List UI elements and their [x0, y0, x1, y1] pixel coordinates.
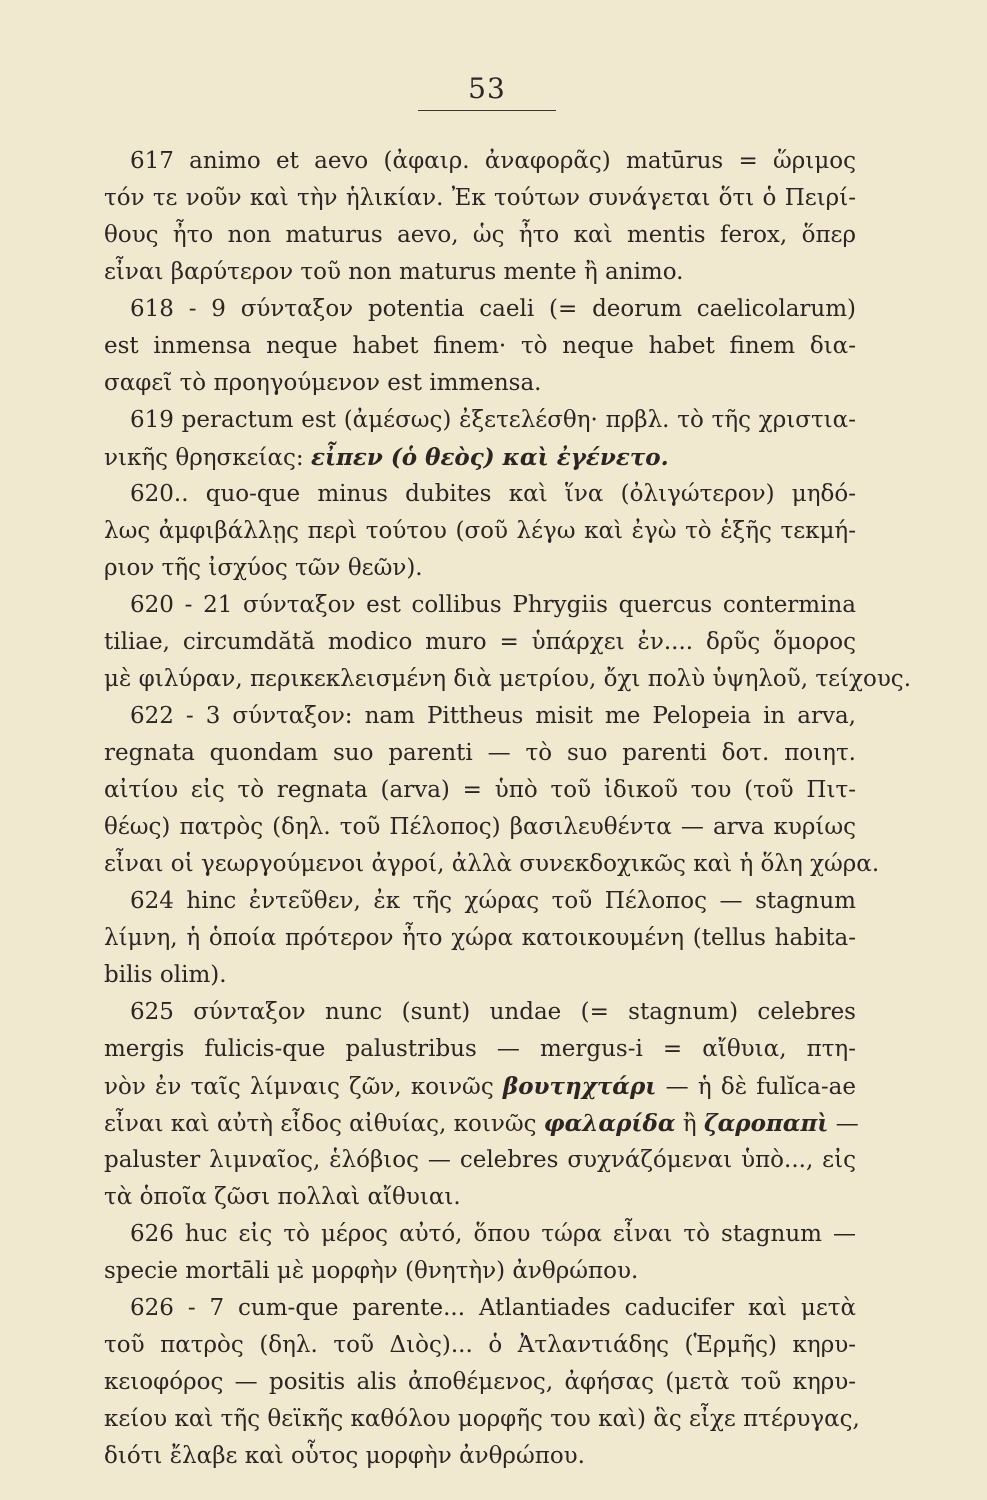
- text-line: θους ἦτο non maturus aevo, ὡς ἦτο καὶ mentis ferox, ὅπερ: [104, 222, 856, 248]
- text-line: 626 - 7 cum-que parente... Atlantiades caducifer καὶ μετὰ: [130, 1295, 856, 1321]
- text-line: specie mortāli μὲ μορφὴν (θνητὴν) ἀνθρώπου.: [104, 1258, 639, 1284]
- text-line: ριον τῆς ἰσχύος τῶν θεῶν).: [104, 555, 423, 581]
- text-line: paluster λιμναῖος, ἑλόβιος — celebres συχνάζόμεναι ὑπὸ..., εἰς: [104, 1147, 856, 1173]
- text-line: 624 hinc ἐντεῦθεν, ἐκ τῆς χώρας τοῦ Πέλοπος — stagnum: [130, 888, 856, 914]
- text-line: λως ἀμφιβάλλῃς περὶ τούτου (σοῦ λέγω καὶ ἐγὼ τὸ ἑξῆς τεκμή-: [104, 518, 856, 544]
- text-line: τόν τε νοῦν καὶ τὴν ἡλικίαν. Ἐκ τούτων συνάγεται ὅτι ὁ Πειρί-: [104, 185, 856, 211]
- text-line: νὸν ἐν ταῖς λίμναις ζῶν, κοινῶς βουτηχτάρι — ἡ δὲ fulĭca-ae: [104, 1073, 856, 1100]
- text-line: θέως) πατρὸς (δηλ. τοῦ Πέλοπος) βασιλευθέντα — arva κυρίως: [104, 814, 856, 840]
- text-line: λίμνη, ἡ ὁποία πρότερον ἦτο χώρα κατοικουμένη (tellus habita-: [104, 925, 856, 951]
- text-line: est inmensa neque habet finem· τὸ neque habet finem δια-: [104, 333, 856, 359]
- text-line: 626 huc εἰς τὸ μέρος αὐτό, ὅπου τώρα εἶναι τὸ stagnum —: [130, 1221, 856, 1247]
- text-line: 619 peractum est (ἀμέσως) ἐξετελέσθη· πρβλ. τὸ τῆς χριστια-: [130, 407, 856, 433]
- text-line: εἶναι καὶ αὐτὴ εἶδος αἰθυίας, κοινῶς φαλαρίδα ἢ ζαροπαπὶ —: [104, 1110, 859, 1137]
- page-number: 53: [468, 72, 506, 105]
- emphasized-term: φαλαρίδα: [543, 1110, 676, 1137]
- text-line: tiliae, circumdătă modico muro = ὑπάρχει ἐν.... δρῦς ὅμορος: [104, 629, 856, 655]
- text-line: regnata quondam suo parenti — τὸ suo parenti δοτ. ποιητ.: [104, 740, 856, 766]
- emphasized-term: βουτηχτάρι: [502, 1073, 657, 1100]
- text-line: τοῦ πατρὸς (δηλ. τοῦ Διὸς)... ὁ Ἀτλαντιάδης (Ἑρμῆς) κηρυ-: [104, 1332, 856, 1358]
- text-line: διότι ἔλαβε καὶ οὗτος μορφὴν ἀνθρώπου.: [104, 1443, 585, 1469]
- text-line: νικῆς θρησκείας: εἶπεν (ὁ θεὸς) καὶ ἐγένετο.: [104, 444, 669, 471]
- text-line: 622 - 3 σύνταξον: nam Pittheus misit me Pelopeia in arva,: [130, 703, 856, 729]
- text-line: μὲ φιλύραν, περικεκλεισμένη διὰ μετρίου, ὄχι πολὺ ὑψηλοῦ, τείχους.: [104, 666, 911, 692]
- text-fragment: — ἡ δὲ fulĭca-ae: [656, 1074, 856, 1100]
- text-line: 620.. quo-que minus dubites καὶ ἵνα (ὀλιγώτερον) μηδό-: [130, 481, 856, 507]
- text-line: 617 animo et aevo (ἀφαιρ. ἀναφορᾶς) matūrus = ὥριμος: [130, 148, 856, 174]
- emphasized-term: εἶπεν (ὁ θεὸς) καὶ ἐγένετο.: [310, 444, 669, 471]
- text-line: αἰτίου εἰς τὸ regnata (arva) = ὑπὸ τοῦ ἰδικοῦ του (τοῦ Πιτ-: [104, 777, 856, 803]
- commentary-text: [104, 143, 911, 1475]
- text-line: 625 σύνταξον nunc (sunt) undae (= stagnum) celebres: [130, 999, 856, 1025]
- text-line: 620 - 21 σύνταξον est collibus Phrygiis quercus contermina: [130, 592, 856, 618]
- text-line: τὰ ὁποῖα ζῶσι πολλαὶ αἴθυιαι.: [104, 1184, 461, 1210]
- text-fragment: —: [828, 1111, 859, 1137]
- text-line: bilis olim).: [104, 962, 227, 988]
- text-line: mergis fulicis-que palustribus — mergus-i = αἴθυια, πτη-: [104, 1036, 856, 1062]
- header-rule: [418, 110, 556, 111]
- text-line: εἶναι οἱ γεωργούμενοι ἀγροί, ἀλλὰ συνεκδοχικῶς καὶ ἡ ὅλη χώρα.: [104, 851, 880, 877]
- text-line: 618 - 9 σύνταξον potentia caeli (= deorum caelicolarum): [130, 296, 856, 322]
- text-line: εἶναι βαρύτερον τοῦ non maturus mente ἢ animo.: [104, 259, 684, 285]
- text-fragment: ἢ: [675, 1111, 704, 1137]
- emphasized-term: ζαροπαπὶ: [703, 1110, 829, 1137]
- text-line: κείου καὶ τῆς θεϊκῆς καθόλου μορφῆς του καὶ) ἃς εἶχε πτέρυγας,: [104, 1406, 860, 1432]
- text-line: κειοφόρος — positis alis ἀποθέμενος, ἀφήσας (μετὰ τοῦ κηρυ-: [104, 1369, 856, 1395]
- text-line: σαφεῖ τὸ προηγούμενον est immensa.: [104, 370, 542, 396]
